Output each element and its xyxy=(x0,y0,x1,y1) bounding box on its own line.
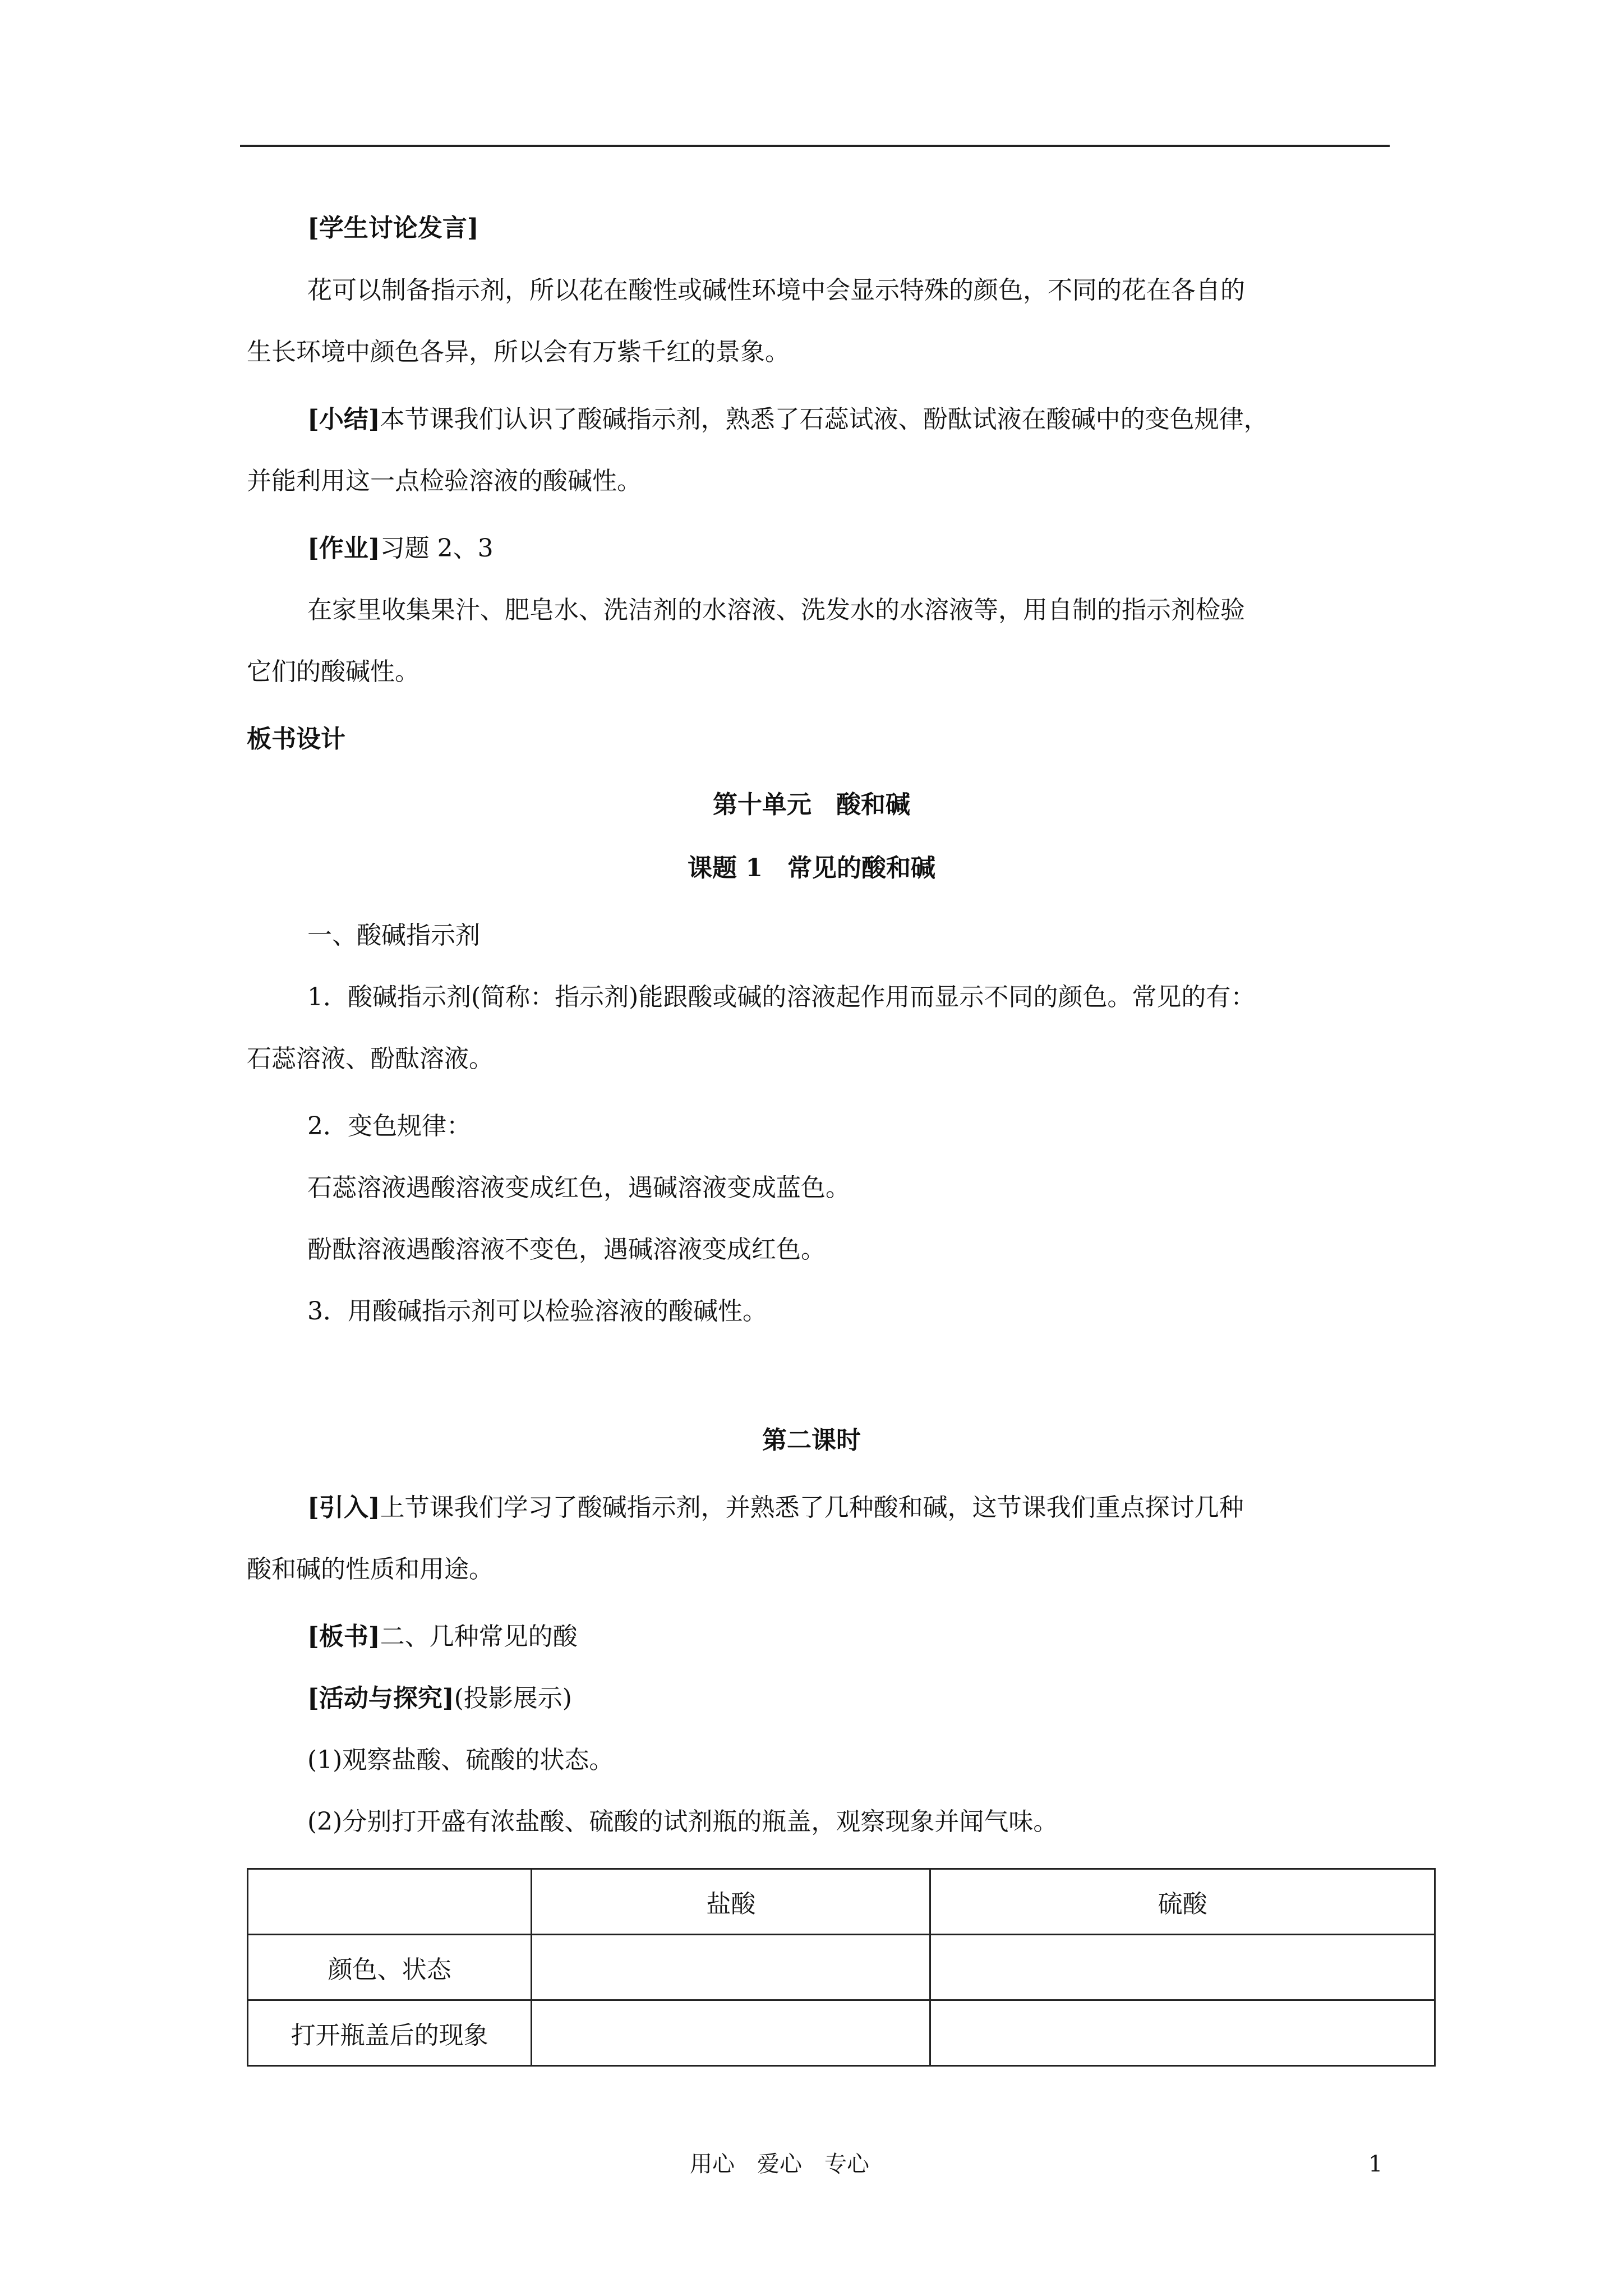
table-cell xyxy=(930,1935,1435,2000)
activity-line xyxy=(307,1682,572,1715)
board-design-heading: 板书设计 xyxy=(247,725,345,753)
table-cell xyxy=(930,2000,1435,2066)
table-header-cell xyxy=(248,1869,532,1935)
second-lesson-title: 第二课时 xyxy=(762,1426,861,1455)
item1-line1: 1．酸碱指示剂(简称：指示剂)能跟酸或碱的溶液起作用而显示不同的颜色。常见的有： xyxy=(307,983,1256,1011)
item1-line2: 石蕊溶液、酚酞溶液。 xyxy=(247,1045,494,1073)
board-text: 二、几种常见的酸 xyxy=(380,1622,578,1651)
table-row-label: 颜色、状态 xyxy=(248,1935,532,2000)
student-discussion-heading: [学生讨论发言] xyxy=(307,214,479,242)
rule-phenolphthalein: 酚酞溶液遇酸溶液不变色，遇碱溶液变成红色。 xyxy=(307,1235,826,1264)
activity-tag: [活动与探究] xyxy=(307,1684,454,1713)
paragraph-flowers-line1: 花可以制备指示剂，所以花在酸性或碱性环境中会显示特殊的颜色，不同的花在各自的 xyxy=(307,276,1245,305)
intro-tag: [引入] xyxy=(307,1493,380,1522)
table-cell xyxy=(532,1935,930,2000)
page-number: 1 xyxy=(1368,2151,1383,2177)
item3-line: 3．用酸碱指示剂可以检验溶液的酸碱性。 xyxy=(307,1297,767,1326)
board-line xyxy=(307,1620,578,1654)
paragraph-flowers-line2: 生长环境中颜色各异，所以会有万紫千红的景象。 xyxy=(247,338,790,366)
table-row-label: 打开瓶盖后的现象 xyxy=(248,2000,532,2066)
table-header-row xyxy=(248,1869,1435,1935)
homework-text: 习题 2、3 xyxy=(380,534,494,563)
table-row xyxy=(248,2000,1435,2066)
step2-line: (2)分别打开盛有浓盐酸、硫酸的试剂瓶的瓶盖，观察现象并闻气味。 xyxy=(307,1807,1058,1836)
header-rule xyxy=(240,145,1390,147)
unit-title: 第十单元 酸和碱 xyxy=(713,790,910,819)
homework-detail-line1: 在家里收集果汁、肥皂水、洗洁剂的水溶液、洗发水的水溶液等，用自制的指示剂检验 xyxy=(307,596,1245,624)
observation-table xyxy=(247,1868,1436,2067)
activity-text: (投影展示) xyxy=(454,1684,572,1713)
homework-line xyxy=(307,532,494,565)
summary-line1 xyxy=(307,403,1269,436)
table-cell xyxy=(532,2000,930,2066)
summary-text: 本节课我们认识了酸碱指示剂，熟悉了石蕊试液、酚酞试液在酸碱中的变色规律， xyxy=(380,405,1269,434)
table-row xyxy=(248,1935,1435,2000)
table-header-cell: 盐酸 xyxy=(532,1869,930,1935)
intro-text: 上节课我们学习了酸碱指示剂，并熟悉了几种酸和碱，这节课我们重点探讨几种 xyxy=(380,1493,1244,1522)
intro-line2: 酸和碱的性质和用途。 xyxy=(247,1555,494,1584)
homework-detail-line2: 它们的酸碱性。 xyxy=(247,657,419,686)
footer-motto: 用心 爱心 专心 xyxy=(690,2151,869,2177)
summary-line2: 并能利用这一点检验溶液的酸碱性。 xyxy=(247,467,642,495)
intro-line1 xyxy=(307,1491,1244,1525)
board-tag: [板书] xyxy=(307,1622,380,1651)
step1-line: (1)观察盐酸、硫酸的状态。 xyxy=(307,1746,614,1774)
rule-litmus: 石蕊溶液遇酸溶液变成红色，遇碱溶液变成蓝色。 xyxy=(307,1174,850,1202)
lesson-title: 课题 1 常见的酸和碱 xyxy=(688,854,935,882)
summary-tag: [小结] xyxy=(307,405,380,434)
table-header-cell: 硫酸 xyxy=(930,1869,1435,1935)
homework-tag: [作业] xyxy=(307,534,380,563)
section-indicator-heading: 一、酸碱指示剂 xyxy=(307,921,480,950)
item2-heading: 2．变色规律： xyxy=(307,1112,471,1140)
